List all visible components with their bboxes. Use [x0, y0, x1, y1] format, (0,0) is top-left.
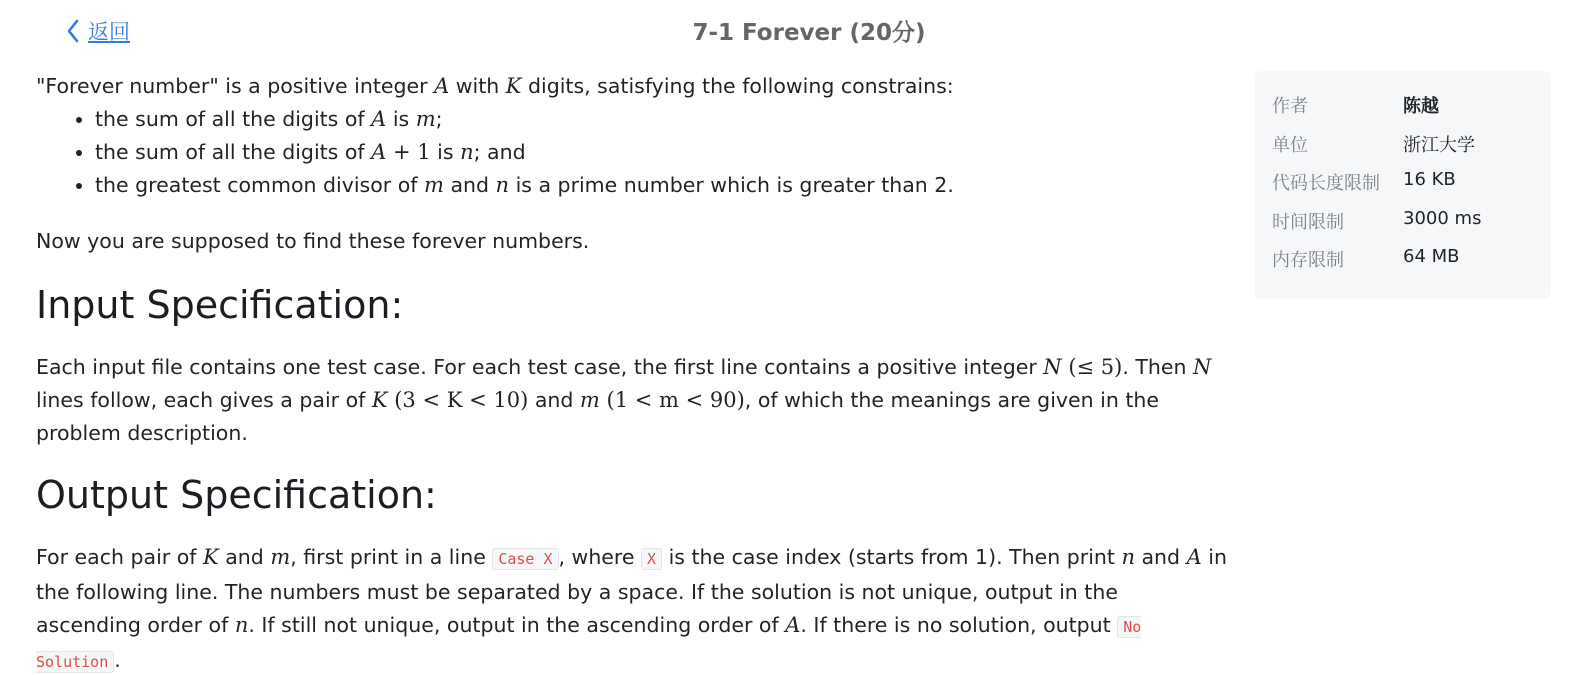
input-paragraph: Each input file contains one test case. For each test case, the first line contains a positive integer N (≤ 5). Then N lines follow, each gives a pair of K (3 < K < 10) and m (1 < m < 90), of which the meanings are given in the problem description. [36, 355, 1212, 445]
info-value: 3000 ms [1403, 208, 1482, 229]
code-no-solution: No Solution [36, 618, 1142, 671]
info-value: 浙江大学 [1403, 135, 1475, 156]
list-item: • the sum of all the digits of A + 1 is n; and [95, 136, 1228, 169]
problem-info-panel [1255, 71, 1551, 299]
list-item: • the sum of all the digits of A is m; [95, 103, 1228, 136]
info-label: 单位 [1272, 135, 1308, 156]
output-paragraph: For each pair of K and m, first print in a line Case X , where X is the case index (starts from 1). Then print n and A in the following line. The numbers must be separated by a space. If the solution is not unique, output in the ascending order of n. If still not unique, output in the ascending order of A. If there is no solution, output No Solution . [36, 545, 1227, 672]
code-x: X [641, 548, 662, 570]
info-label: 时间限制 [1272, 212, 1344, 233]
page-title: 7-1 Forever (20分) [692, 20, 926, 46]
info-value: 64 MB [1403, 246, 1460, 267]
constraints-list [36, 103, 1228, 202]
list-item: • the greatest common divisor of m and n is a prime number which is greater than 2. [95, 169, 1228, 202]
info-value: 陈越 [1403, 96, 1439, 117]
info-label: 内存限制 [1272, 250, 1344, 271]
intro-paragraph: "Forever number" is a positive integer A with K digits, satisfying the following constrains: [36, 74, 954, 98]
input-heading: Input Specification: [36, 283, 404, 327]
closing-paragraph: Now you are supposed to find these forever numbers. [36, 229, 590, 253]
problem-content [36, 70, 1228, 675]
back-label: 返回 [88, 20, 130, 44]
info-label: 代码长度限制 [1272, 173, 1380, 194]
output-heading: Output Specification: [36, 473, 437, 517]
top-bar [0, 0, 1586, 60]
code-case-x: Case X [492, 548, 558, 570]
info-label: 作者 [1272, 96, 1308, 117]
info-value: 16 KB [1403, 169, 1456, 190]
